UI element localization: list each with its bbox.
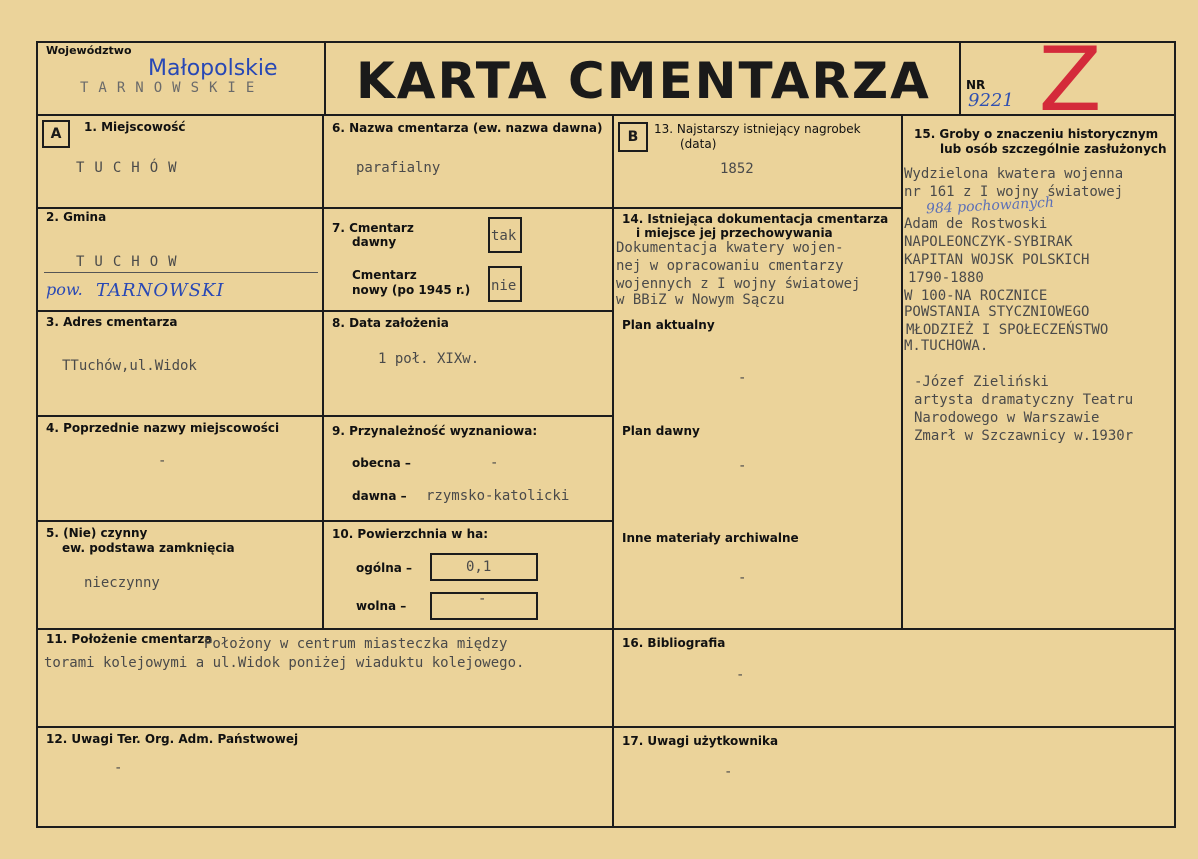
f7-nowy-label-2: nowy (po 1945 r.) <box>352 283 471 297</box>
wojewodztwo-typed: TARNOWSKIE <box>80 80 265 96</box>
f2-hand-value: TARNOWSKI <box>96 280 225 301</box>
f11-label: 11. Położenie cmentarza <box>46 632 213 646</box>
f5-label-1: 5. (Nie) czynny <box>46 526 148 540</box>
f12-label: 12. Uwagi Ter. Org. Adm. Państwowej <box>46 732 299 746</box>
f15-label-2: lub osób szczególnie zasłużonych <box>940 142 1167 156</box>
grid-line-col4 <box>901 114 903 630</box>
f6-value: parafialny <box>356 160 441 176</box>
grid-line-top <box>36 41 1176 43</box>
f8-value: 1 poł. XIXw. <box>378 351 480 367</box>
f2-underline <box>44 272 318 273</box>
grid-line-col3 <box>612 114 614 828</box>
f15-line: M.TUCHOWA. <box>904 338 989 354</box>
f1-value: TUCHÓW <box>76 160 187 176</box>
f2-label: 2. Gmina <box>46 210 107 224</box>
nr-label: NR <box>966 78 986 92</box>
f15-line: nr 161 z I wojny światowej <box>904 184 1124 200</box>
nr-value: 9221 <box>968 90 1014 111</box>
f14-label-1: 14. Istniejąca dokumentacja cmentarza <box>622 212 889 226</box>
f4-value: - <box>158 453 167 469</box>
f12-value: - <box>114 760 123 776</box>
grid-line-right-edge <box>1174 41 1176 828</box>
grid-line-left-edge <box>36 41 38 828</box>
plan-aktualny-label: Plan aktualny <box>622 318 715 332</box>
f7-dawny-label-2: dawny <box>352 235 397 249</box>
f15-label-1: 15. Groby o znaczeniu historycznym <box>914 127 1159 141</box>
page-title: KARTA CMENTARZA <box>356 52 931 110</box>
f6-label: 6. Nazwa cmentarza (ew. nazwa dawna) <box>332 121 603 135</box>
f15-line: KAPITAN WOJSK POLSKICH <box>904 252 1090 268</box>
grid-line-header-div1 <box>324 41 326 116</box>
grid-line-col2 <box>322 114 324 630</box>
grid-line-left-4 <box>36 520 614 522</box>
f10-wolna-label: wolna – <box>356 599 407 613</box>
f15-line: Zmarł w Szczawnicy w.1930r <box>914 428 1134 444</box>
f9-obecna-label: obecna – <box>352 456 411 470</box>
grid-line-left-2 <box>36 310 614 312</box>
plan-dawny-value: - <box>738 458 747 474</box>
f7-nowy-label-1: Cmentarz <box>352 268 417 282</box>
wojewodztwo-stamp: Małopolskie <box>148 56 278 81</box>
f14-line: wojennych z I wojny światowej <box>616 276 861 292</box>
f10-ogolna-label: ogólna – <box>356 561 413 575</box>
f11-line-1: Położony w centrum miasteczka między <box>204 636 508 652</box>
f9-obecna-value: - <box>490 455 499 471</box>
f15-line: NAPOLEONCZYK-SYBIRAK <box>904 234 1073 250</box>
f15-line: MŁODZIEŻ I SPOŁECZEŃSTWO <box>906 322 1109 338</box>
f13-label-2: (data) <box>680 137 717 151</box>
f16-value: - <box>736 667 745 683</box>
wojewodztwo-label: Województwo <box>46 44 132 57</box>
f7-dawny-label-1: 7. Cmentarz <box>332 221 414 235</box>
f17-label: 17. Uwagi użytkownika <box>622 734 779 748</box>
grid-line-bottom <box>36 826 1176 828</box>
grid-line-left-1 <box>36 207 614 209</box>
section-b-marker: B <box>618 122 648 152</box>
grid-line-header-bottom <box>36 114 1176 116</box>
grid-line-header-div2 <box>959 41 961 116</box>
f17-value: - <box>724 764 733 780</box>
f15-line: -Józef Zieliński <box>914 374 1049 390</box>
f16-label: 16. Bibliografia <box>622 636 726 650</box>
inne-label: Inne materiały archiwalne <box>622 531 799 545</box>
f15-line: POWSTANIA STYCZNIOWEGO <box>904 304 1090 320</box>
f11-line-2: torami kolejowymi a ul.Widok poniżej wiaduktu kolejowego. <box>44 655 525 671</box>
grid-line-mid-5 <box>36 726 1176 728</box>
f9-dawna-label: dawna – <box>352 489 407 503</box>
f15-line: Narodowego w Warszawie <box>914 410 1100 426</box>
f9-dawna-value: rzymsko-katolicki <box>426 488 570 504</box>
f5-value: nieczynny <box>84 575 160 591</box>
f13-label-1: 13. Najstarszy istniejący nagrobek <box>654 122 861 136</box>
f2-hand-prefix: pow. <box>46 280 83 299</box>
f14-line: w BBiZ w Nowym Sączu <box>616 292 785 308</box>
grid-line-left-3 <box>36 415 614 417</box>
f7-nowy-value: nie <box>491 278 517 294</box>
f15-line: artysta dramatyczny Teatru <box>914 392 1134 408</box>
f7-dawny-value: tak <box>491 228 517 244</box>
section-a-marker: A <box>42 120 70 148</box>
f3-value: TTuchów,ul.Widok <box>62 358 197 374</box>
f2-value: TUCHOW <box>76 254 187 270</box>
inne-value: - <box>738 570 747 586</box>
f1-label: 1. Miejscowość <box>84 120 186 134</box>
f8-label: 8. Data założenia <box>332 316 449 330</box>
f14-line: nej w opracowaniu cmentarzy <box>616 258 844 274</box>
f15-line: W 100-NA ROCZNICE <box>904 288 1048 304</box>
f10-label: 10. Powierzchnia w ha: <box>332 527 489 541</box>
f14-line: Dokumentacja kwatery wojen- <box>616 240 844 256</box>
plan-dawny-label: Plan dawny <box>622 424 700 438</box>
grid-line-mid-4 <box>36 628 1176 630</box>
f4-label: 4. Poprzednie nazwy miejscowości <box>46 421 280 435</box>
f15-text-block <box>904 166 1174 466</box>
z-mark: Z <box>1038 28 1102 131</box>
f10-ogolna-value: 0,1 <box>466 559 492 575</box>
f15-hand-note: 984 pochowanych <box>925 194 1055 218</box>
f10-wolna-value: - <box>478 591 487 607</box>
grid-line-b-1 <box>613 207 903 209</box>
f3-label: 3. Adres cmentarza <box>46 315 178 329</box>
f15-line: 1790-1880 <box>908 270 984 286</box>
f5-label-2: ew. podstawa zamknięcia <box>62 541 235 555</box>
f15-line: Wydzielona kwatera wojenna <box>904 166 1124 182</box>
plan-aktualny-value: - <box>738 370 747 386</box>
f13-value: 1852 <box>720 161 754 177</box>
f14-label-2: i miejsce jej przechowywania <box>636 226 833 240</box>
f9-label: 9. Przynależność wyznaniowa: <box>332 424 538 438</box>
f15-line: Adam de Rostwoski <box>904 216 1048 232</box>
